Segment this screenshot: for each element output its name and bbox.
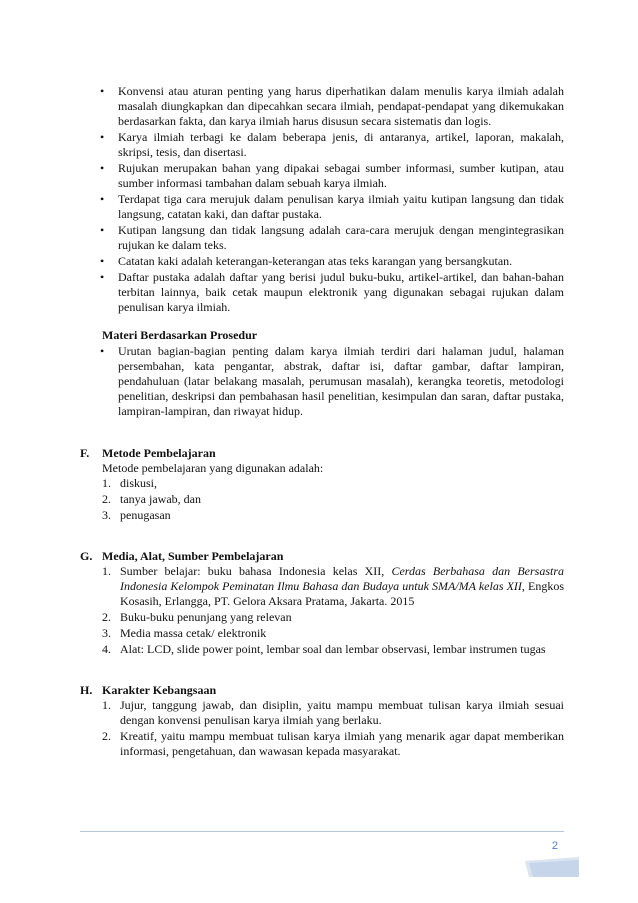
bullet-icon: •	[100, 254, 105, 268]
list-item-number: 1.	[102, 698, 111, 712]
list-item-text: penugasan	[120, 508, 171, 522]
bullet-item	[100, 192, 564, 222]
bullet-item	[100, 84, 564, 129]
section-f	[80, 446, 564, 523]
list-item-number: 3.	[102, 508, 111, 522]
section-f-heading: Metode Pembelajaran	[102, 446, 216, 460]
bullet-icon: •	[100, 192, 105, 206]
bullet-text: Karya ilmiah terbagi ke dalam beberapa jenis, di antaranya, artikel, laporan, makalah, skripsi, tesis, dan disertasi.	[118, 130, 564, 159]
bullet-item	[100, 161, 564, 191]
page-content	[80, 84, 564, 760]
list-item	[102, 564, 564, 609]
list-item	[102, 729, 564, 759]
list-item	[102, 508, 564, 523]
list-item-text: tanya jawab, dan	[120, 492, 201, 506]
bullet-item	[100, 254, 564, 269]
book-title: Cerdas Berbahasa dan Bersastra Indonesia Kelompok Peminatan Ilmu Bahasa dan Budaya untuk SMA/MA kelas XII	[120, 564, 564, 593]
bullet-icon: •	[100, 161, 105, 175]
bullet-text: Terdapat tiga cara merujuk dalam penulisan karya ilmiah yaitu kutipan langsung dan tidak langsung, catatan kaki, dan daftar pustaka.	[118, 192, 564, 221]
bullet-item	[100, 223, 564, 253]
bullet-text: Konvensi atau aturan penting yang harus diperhatikan dalam menulis karya ilmiah adalah masalah diungkapkan dan dipecahkan secara ilmiah, pendapat-pendapat yang dikemukakan berdasarkan fakta, dan karya ilmiah harus disusun secara sistematis dan logis.	[118, 84, 564, 128]
summary-bullet-list	[80, 84, 564, 315]
bullet-text: Urutan bagian-bagian penting dalam karya ilmiah terdiri dari halaman judul, halaman persembahan, kata pengantar, abstrak, daftar isi, daftar gambar, daftar lampiran, pendahuluan (latar belakang masalah, perumusan masalah), kerangka teoretis, metodologi penelitian, deskripsi dan pembahasan hasil penelitian, kesimpulan dan saran, daftar pustaka, lampiran-lampiran, dan riwayat hidup.	[118, 344, 564, 418]
section-g-letter: G.	[80, 549, 93, 563]
section-h-title	[80, 683, 564, 698]
section-g-title	[80, 549, 564, 564]
section-h-letter: H.	[80, 683, 93, 697]
list-item-text: Kreatif, yaitu mampu membuat tulisan karya ilmiah yang menarik agar dapat memberikan informasi, pengetahuan, dan wawasan kepada masyarakat.	[120, 729, 564, 758]
section-h-heading: Karakter Kebangsaan	[102, 683, 217, 697]
list-item-number: 2.	[102, 729, 111, 743]
list-item-text: Buku-buku penunjang yang relevan	[120, 610, 292, 624]
list-item-text: diskusi,	[120, 476, 158, 490]
list-item-number: 1.	[102, 476, 111, 490]
bullet-icon: •	[100, 270, 105, 284]
bullet-text: Rujukan merupakan bahan yang dipakai sebagai sumber informasi, sumber kutipan, atau sumber informasi tambahan dalam sebuah karya ilmiah.	[118, 161, 564, 190]
list-item	[102, 642, 564, 657]
list-item	[102, 476, 564, 491]
section-f-list	[80, 476, 564, 523]
page-number: 2	[551, 840, 558, 852]
source-suffix: , Engkos Kosasih, Erlangga, PT. Gelora Aksara Pratama, Jakarta. 2015	[120, 579, 564, 608]
section-f-title	[80, 446, 564, 461]
list-item-text: Alat: LCD, slide power point, lembar soal dan lembar observasi, lembar instrumen tugas	[120, 642, 546, 656]
section-g-list	[80, 564, 564, 657]
bullet-text: Kutipan langsung dan tidak langsung adalah cara-cara merujuk dengan mengintegrasikan rujukan ke dalam teks.	[118, 223, 564, 252]
list-item	[102, 610, 564, 625]
bullet-text: Daftar pustaka adalah daftar yang berisi judul buku-buku, artikel-artikel, dan bahan-bahan terbitan lainnya, baik cetak maupun elektronik yang digunakan sebagai rujukan dalam penulisan karya ilmiah.	[118, 270, 564, 314]
list-item-number: 2.	[102, 492, 111, 506]
list-item	[102, 698, 564, 728]
source-prefix: Sumber belajar: buku bahasa Indonesia kelas XII,	[120, 564, 385, 578]
section-f-intro: Metode pembelajaran yang digunakan adalah:	[102, 461, 324, 475]
bullet-item	[100, 270, 564, 315]
list-item-number: 4.	[102, 642, 111, 656]
list-item-number: 2.	[102, 610, 111, 624]
section-g	[80, 549, 564, 657]
materi-prosedur-bullet-list	[80, 344, 564, 419]
footer-divider	[80, 831, 564, 832]
list-item	[102, 626, 564, 641]
bullet-icon: •	[100, 84, 105, 98]
list-item	[102, 492, 564, 507]
bullet-item	[100, 130, 564, 160]
section-h-list	[80, 698, 564, 759]
materi-prosedur-heading: Materi Berdasarkan Prosedur	[102, 328, 258, 342]
list-item-number: 1.	[102, 564, 111, 578]
bullet-item	[100, 344, 564, 419]
section-f-letter: F.	[80, 446, 90, 460]
bullet-icon: •	[100, 223, 105, 237]
section-g-heading: Media, Alat, Sumber Pembelajaran	[102, 549, 284, 563]
section-h	[80, 683, 564, 759]
list-item-text: Jujur, tanggung jawab, dan disiplin, yaitu mampu membuat tulisan karya ilmiah sesuai dengan konvensi penulisan karya ilmiah yang berlaku.	[120, 698, 564, 727]
bullet-icon: •	[100, 344, 105, 358]
bullet-text: Catatan kaki adalah keterangan-keterangan atas teks karangan yang bersangkutan.	[118, 254, 513, 268]
page-corner-decoration	[521, 857, 579, 877]
list-item-number: 3.	[102, 626, 111, 640]
list-item-text: Media massa cetak/ elektronik	[120, 626, 267, 640]
bullet-icon: •	[100, 130, 105, 144]
